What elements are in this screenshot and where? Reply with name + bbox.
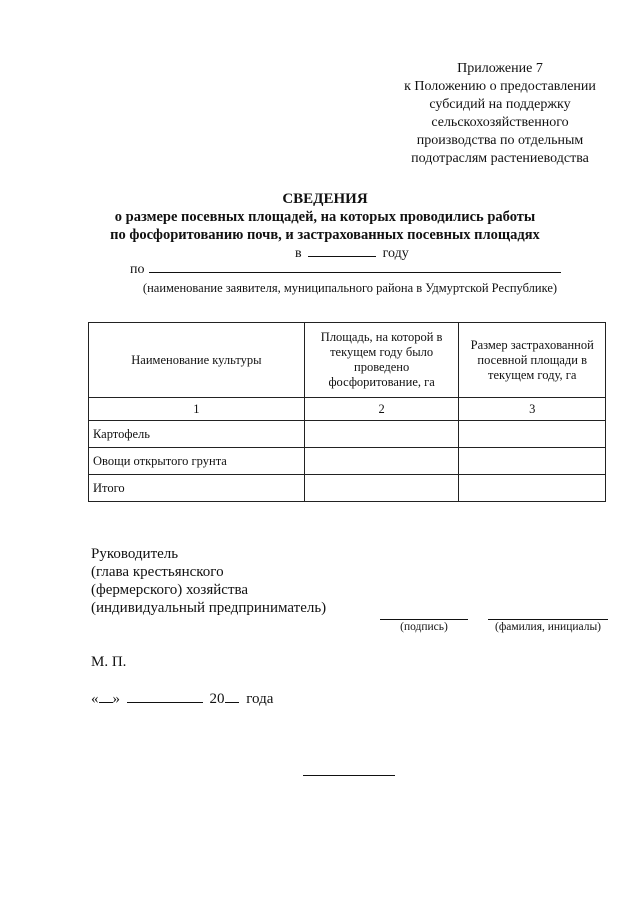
applicant-line	[130, 260, 561, 279]
column-number-row	[89, 398, 606, 421]
crop-name-cell: Овощи открытого грунта	[89, 448, 305, 475]
title-heading: СВЕДЕНИЯ	[282, 191, 368, 207]
year-suffix: году	[382, 246, 409, 261]
appendix-reference	[385, 60, 615, 168]
title-line-2: по фосфоритованию почв, и застрахованных посевных площадях	[110, 227, 540, 243]
title-line-1: о размере посевных площадей, на которых проводились работы	[114, 209, 536, 225]
year-blank-field[interactable]	[308, 244, 376, 257]
table-row	[89, 421, 606, 448]
year-prefix: в	[295, 246, 302, 261]
signer-line: (глава крестьянского	[91, 564, 224, 580]
data-table	[88, 322, 606, 502]
signer-line: (фермерского) хозяйства	[91, 582, 249, 598]
date-line	[91, 690, 273, 708]
date-open-quote: «	[91, 691, 99, 707]
year-prefix-20: 20	[209, 691, 225, 707]
day-blank-field[interactable]	[99, 690, 113, 703]
applicant-prefix: по	[130, 262, 145, 277]
phosphoritized-cell[interactable]	[304, 448, 459, 475]
appendix-line: Приложение 7	[457, 61, 543, 76]
month-blank-field[interactable]	[127, 690, 203, 703]
crop-name-cell: Картофель	[89, 421, 305, 448]
table-row	[89, 448, 606, 475]
table-row	[89, 475, 606, 502]
name-field[interactable]	[488, 605, 608, 620]
header-insured-area: Размер застрахованной посевной площади в текущем году, га	[459, 323, 606, 398]
insured-cell[interactable]	[459, 421, 606, 448]
phosphoritized-cell[interactable]	[304, 475, 459, 502]
phosphoritized-cell[interactable]	[304, 421, 459, 448]
applicant-blank-field[interactable]	[149, 260, 561, 273]
insured-cell[interactable]	[459, 448, 606, 475]
appendix-line: подотраслям растениеводства	[411, 151, 589, 166]
date-suffix: года	[246, 691, 274, 707]
year-digits-blank-field[interactable]	[225, 690, 239, 703]
column-number: 1	[89, 398, 305, 421]
applicant-caption: (наименование заявителя, муниципального района в Удмуртской Республике)	[142, 281, 558, 295]
crop-name-cell: Итого	[89, 475, 305, 502]
signature-caption: (подпись)	[400, 621, 448, 633]
signer-line: (индивидуальный предприниматель)	[91, 600, 327, 616]
column-number: 2	[304, 398, 459, 421]
header-crop-name: Наименование культуры	[89, 323, 305, 398]
footer-divider	[303, 775, 395, 776]
name-caption: (фамилия, инициалы)	[494, 621, 602, 633]
date-close-quote: »	[112, 691, 120, 707]
signature-field[interactable]	[380, 605, 468, 620]
signer-line: Руководитель	[91, 546, 179, 562]
insured-cell[interactable]	[459, 475, 606, 502]
table-header-row	[89, 323, 606, 398]
appendix-line: субсидий на поддержку	[429, 97, 571, 112]
document-title	[110, 190, 540, 244]
appendix-line: к Положению о предоставлении	[404, 79, 596, 94]
stamp-label: М. П.	[91, 654, 127, 670]
appendix-line: сельскохозяйственного	[431, 115, 569, 130]
appendix-line: производства по отдельным	[416, 133, 584, 148]
header-phosphoritized-area: Площадь, на которой в текущем году было проведено фосфоритование, га	[304, 323, 459, 398]
column-number: 3	[459, 398, 606, 421]
signer-block	[91, 545, 326, 617]
